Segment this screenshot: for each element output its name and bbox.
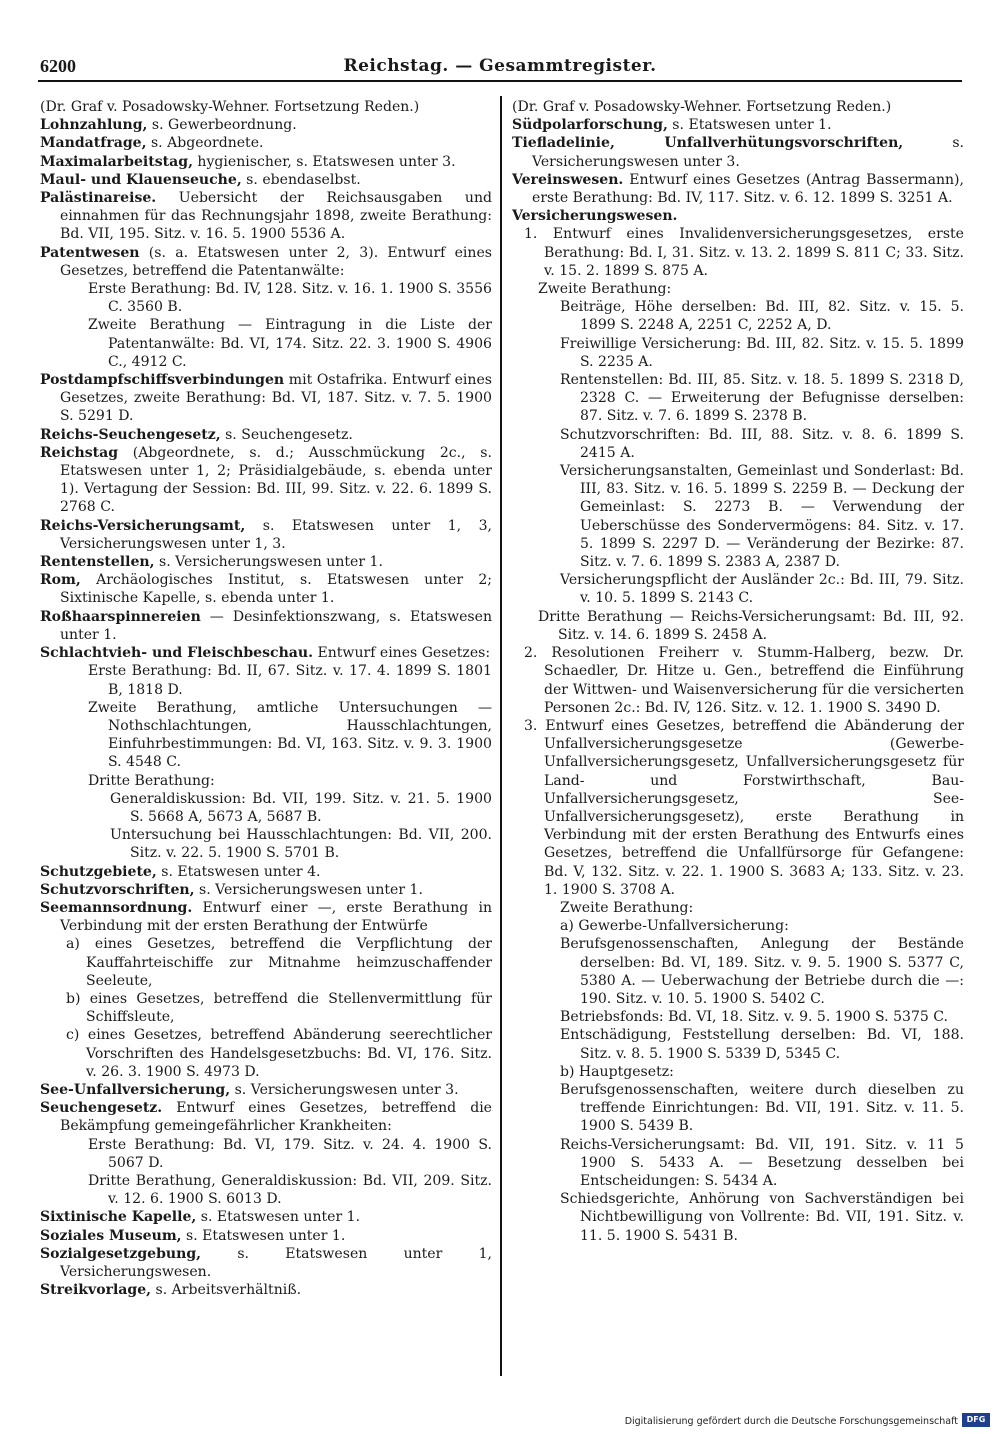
entry-text: s. Versicherungswesen unter 3. [532,135,964,170]
entry-text: Betriebsfonds: Bd. VI, 18. Sitz. v. 9. 5. 1900 S. 5375 C. [560,1009,948,1026]
entry-text: Berufsgenossenschaften, Anlegung der Bestände derselben: Bd. VI, 189. Sitz. v. 9. 5. 1900 S. 5377 C, 5380 A. — Ueberwachung der Betriebe durch die —: 190. Sitz. v. 10. 5. 1900 S. 5402 C. [560,936,964,1007]
entry-text: a) Gewerbe-Unfallversicherung: [560,918,789,935]
dfg-logo-icon: DFG [962,1413,990,1427]
entry-keyword: Rom, [40,572,81,589]
index-entry [40,280,492,316]
entry-keyword: Palästinareise. [40,190,157,207]
entry-text: s. Etatswesen unter 1, Versicherungswesen. [60,1245,492,1280]
index-entry [512,225,964,280]
entry-text: 1. Entwurf eines Invalidenversicherungsgesetzes, erste Berathung: Bd. I, 31. Sitz. v. 13. 2. 1899 S. 811 C; 33. Sitz. v. 15. 2. 1899 S. 875 A. [524,226,964,279]
entry-text: Entwurf einer —, erste Berathung in Verbindung mit der ersten Berathung der Entwürfe [60,899,492,935]
index-entry [40,644,492,662]
entry-text: Erste Berathung: Bd. II, 67. Sitz. v. 17. 4. 1899 S. 1801 B, 1818 D. [88,663,492,698]
entry-text: Dritte Berathung, Generaldiskussion: Bd. VII, 209. Sitz. v. 12. 6. 1900 S. 6013 D. [88,1172,492,1208]
entry-text: Freiwillige Versicherung: Bd. III, 82. Sitz. v. 15. 5. 1899 S. 2235 A. [560,335,964,370]
index-entry [512,335,964,371]
entry-text: Schiedsgerichte, Anhörung von Sachverständigen bei Nichtbewilligung von Vollrente: Bd. VII, 191. Sitz. v. 11. 5. 1900 S. 5431 B. [560,1191,964,1244]
entry-text: (Abgeordnete, s. d.; Ausschmückung 2c., s. Etatswesen unter 1, 2; Präsidialgebäude, s. ebenda unter 1). Vertagung der Session: Bd. III, 99. Sitz. v. 22. 6. 1899 S. 2768 C. [60,444,492,516]
entry-keyword: Maximalarbeitstag, [40,153,193,170]
entry-text: Uebersicht der Reichsausgaben und einnahmen für das Rechnungsjahr 1898, zweite Berathung: Bd. VII, 195. Sitz. v. 16. 5. 1900 5536 A. [60,190,492,243]
entry-text: s. Etatswesen unter 1. [181,1227,346,1244]
right-column [512,98,964,1245]
entry-keyword: Postdampfschiffsverbindungen [40,372,285,389]
index-entry [512,1008,964,1026]
entry-keyword: Mandatfrage, [40,135,147,152]
index-entry [40,371,492,426]
index-entry [512,1190,964,1245]
index-entry [40,899,492,935]
index-entry [40,662,492,698]
index-entry [512,134,964,170]
entry-text: Beiträge, Höhe derselben: Bd. III, 82. Sitz. v. 15. 5. 1899 S. 2248 A, 2251 C, 2252 A, D. [560,299,964,334]
index-entry [40,990,492,1026]
index-entry [40,1081,492,1099]
entry-text: Archäologisches Institut, s. Etatswesen unter 2; Sixtinische Kapelle, s. ebenda unter 1. [60,572,492,607]
entry-text: s. Abgeordnete. [146,135,264,152]
entry-text: s. Gewerbeordnung. [147,117,297,134]
entry-text: b) Hauptgesetz: [560,1063,674,1080]
entry-text: Dritte Berathung: [88,772,215,789]
index-entry [512,1136,964,1191]
entry-keyword: Vereinswesen. [512,171,624,188]
entry-text: Versicherungspflicht der Ausländer 2c.: Bd. III, 79. Sitz. v. 10. 5. 1899 S. 2143 C. [560,572,964,607]
entry-text: (Dr. Graf v. Posadowsky-Wehner. Fortsetzung Reden.) [512,99,892,115]
index-entry [40,553,492,571]
index-entry [40,171,492,189]
entry-text: Zweite Berathung: [560,899,694,916]
entry-text: — Desinfektionszwang, s. Etatswesen unter 1. [60,608,492,643]
footer-credit: Digitalisierung gefördert durch die Deutsche Forschungsgemeinschaft [624,1416,958,1427]
entry-text: Zweite Berathung: [538,281,672,298]
entry-text: s. Versicherungswesen unter 1. [154,554,383,571]
entry-text: (Dr. Graf v. Posadowsky-Wehner. Fortsetzung Reden.) [40,99,420,115]
entry-keyword: Reichstag [40,444,119,461]
entry-text: s. Arbeitsverhältniß. [151,1282,302,1299]
entry-text: 3. Entwurf eines Gesetzes, betreffend die Abänderung der Unfallversicherungsgesetze (Gewerbe-Unfallversicherungsgesetz, Unfallversicherungsgesetz für Land- und Forstwirthschaft, Bau-Unfallversicherungsgesetz, See-Unfallversicherungsgesetz), erste Berathung in Verbindung mit der ersten Berathung des Entwurfs eines Gesetzes, betreffend die Unfallfürsorge für Gefangene: Bd. V, 132. Sitz. v. 22. 1. 1900 S. 3683 A; 133. Sitz. v. 23. 1. 1900 S. 3708 A. [524,717,964,898]
entry-text: s. Etatswesen unter 1. [667,117,832,134]
index-entry [512,717,964,899]
entry-text: s. Seuchengesetz. [220,426,353,443]
index-entry [512,935,964,1008]
entry-text: s. ebendaselbst. [241,171,361,188]
entry-text: hygienischer, s. Etatswesen unter 3. [192,153,456,170]
entry-text: c) eines Gesetzes, betreffend Abänderung seerechtlicher Vorschriften des Handelsgesetzbuchs: Bd. VI, 176. Sitz. v. 26. 3. 1900 S. 4973 D. [66,1027,492,1080]
index-entry [512,1026,964,1062]
index-entry [512,1081,964,1136]
running-title: Reichstag. — Gesammtregister. [343,56,657,76]
index-entry [40,153,492,171]
index-entry [40,699,492,772]
entry-keyword: Schutzgebiete, [40,863,157,880]
entry-keyword: Versicherungswesen. [512,208,678,225]
entry-keyword: Schlachtvieh- und Fleischbeschau. [40,645,314,662]
index-entry [40,316,492,371]
entry-text: Generaldiskussion: Bd. VII, 199. Sitz. v. 21. 5. 1900 S. 5668 A, 5673 A, 5687 B. [110,790,492,825]
index-entry [512,116,964,134]
entry-text: Entwurf eines Gesetzes, betreffend die Bekämpfung gemeingefährlicher Krankheiten: [60,1100,492,1135]
entry-keyword: Soziales Museum, [40,1227,182,1244]
entry-text: 2. Resolutionen Freiherr v. Stumm-Halberg, bezw. Dr. Schaedler, Dr. Hitze u. Gen., betreffend die Einführung der Wittwen- und Waisenversicherung für die versicherten Personen 2c.: Bd. IV, 126. Sitz. v. 12. 1. 1900 S. 3490 D. [524,645,964,716]
index-entry [512,371,964,426]
index-entry [512,207,964,225]
entry-text: Dritte Berathung — Reichs-Versicherungsamt: Bd. III, 92. Sitz. v. 14. 6. 1899 S. 2458 A. [538,608,964,643]
entry-text: Untersuchung bei Hausschlachtungen: Bd. VII, 200. Sitz. v. 22. 5. 1900 S. 5701 B. [110,827,492,862]
entry-text: Zweite Berathung, amtliche Untersuchungen — Nothschlachtungen, Hausschlachtungen, Einfuhrbestimmungen: Bd. VI, 163. Sitz. v. 9. 3. 1900 S. 4548 C. [88,699,492,771]
index-entry [40,826,492,862]
entry-keyword: Patentwesen [40,244,140,261]
entry-text: b) eines Gesetzes, betreffend die Stellenvermittlung für Schiffsleute, [66,990,492,1026]
index-entry [40,772,492,790]
index-entry [40,1227,492,1245]
entry-text: Schutzvorschriften: Bd. III, 88. Sitz. v. 8. 6. 1899 S. 2415 A. [560,426,964,461]
entry-text: s. Versicherungswesen unter 1. [194,881,423,898]
entry-text: Zweite Berathung — Eintragung in die Liste der Patentanwälte: Bd. VI, 174. Sitz. 22. 3. 1900 S. 4906 C., 4912 C. [88,317,492,370]
index-entry [512,644,964,717]
entry-text: Erste Berathung: Bd. IV, 128. Sitz. v. 16. 1. 1900 S. 3556 C. 3560 B. [88,281,492,316]
entry-text: s. Etatswesen unter 1. [196,1209,361,1226]
entry-keyword: Seemannsordnung. [40,899,193,916]
entry-text: Erste Berathung: Bd. VI, 179. Sitz. v. 24. 4. 1900 S. 5067 D. [88,1136,492,1171]
entry-text: Entwurf eines Gesetzes (Antrag Bassermann), erste Berathung: Bd. IV, 117. Sitz. v. 6. 12. 1899 S. 3251 A. [532,171,964,207]
column-divider [500,96,502,1376]
index-entry [40,116,492,134]
index-entry [40,790,492,826]
index-entry [40,1099,492,1135]
index-entry [512,98,964,116]
index-entry [512,899,964,917]
entry-text: (s. a. Etatswesen unter 2, 3). Entwurf eines Gesetzes, betreffend die Patentanwälte: [60,244,492,279]
index-entry [40,444,492,517]
left-column [40,98,492,1299]
index-entry [512,280,964,298]
entry-text: s. Versicherungswesen unter 3. [230,1081,459,1098]
index-entry [512,171,964,207]
entry-text: a) eines Gesetzes, betreffend die Verpflichtung der Kauffahrteischiffe zur Mitnahme heimzuschaffender Seeleute, [66,936,492,989]
index-entry [40,1026,492,1081]
index-entry [40,189,492,244]
entry-text: Reichs-Versicherungsamt: Bd. VII, 191. Sitz. v. 11 5 1900 S. 5433 A. — Besetzung desselben bei Entscheidungen: S. 5434 A. [560,1136,964,1189]
index-entry [512,1063,964,1081]
index-entry [40,244,492,280]
index-entry [512,462,964,571]
entry-text: Versicherungsanstalten, Gemeinlast und Sonderlast: Bd. III, 83. Sitz. v. 16. 5. 1899 S. 2259 B. — Deckung der Gemeinlast: S. 2273 B. — Verwendung der Ueberschüsse des Sondervermögens: 84. Sitz. v. 17. 5. 1899 S. 2297 D. — Veränderung der Bezirke: 87. Sitz. v. 7. 6. 1899 S. 2383 A, 2387 D. [560,463,964,571]
index-entry [40,1245,492,1281]
entry-keyword: Lohnzahlung, [40,117,148,134]
entry-keyword: See-Unfallversicherung, [40,1081,231,1098]
index-entry [40,1136,492,1172]
entry-keyword: Streikvorlage, [40,1282,152,1299]
index-entry [40,935,492,990]
entry-keyword: Südpolarforschung, [512,117,668,134]
entry-keyword: Reichs-Versicherungsamt, [40,517,246,534]
entry-keyword: Roßhaarspinnereien [40,608,201,625]
index-entry [40,134,492,152]
entry-text: s. Etatswesen unter 1, 3, Versicherungswesen unter 1, 3. [60,517,492,552]
index-entry [512,298,964,334]
index-entry [40,1281,492,1299]
header-rule [38,80,962,82]
index-entry [40,1208,492,1226]
entry-keyword: Sozialgesetzgebung, [40,1245,202,1262]
index-entry [512,917,964,935]
entry-keyword: Tiefladelinie, Unfallverhütungsvorschriften, [512,135,904,152]
entry-keyword: Maul- und Klauenseuche, [40,171,242,188]
entry-keyword: Rentenstellen, [40,554,155,571]
page-number: 6200 [40,56,76,76]
entry-keyword: Reichs-Seuchengesetz, [40,426,221,443]
index-entry [512,571,964,607]
index-entry [40,863,492,881]
entry-text: Entwurf eines Gesetzes: [313,645,491,662]
index-entry [512,608,964,644]
entry-text: s. Etatswesen unter 4. [156,863,321,880]
entry-text: Berufsgenossenschaften, weitere durch dieselben zu treffende Einrichtungen: Bd. VII, 191. Sitz. v. 11. 5. 1900 S. 5439 B. [560,1081,964,1135]
entry-text: Entschädigung, Feststellung derselben: Bd. VI, 188. Sitz. v. 8. 5. 1900 S. 5339 D, 5345 C. [560,1027,964,1062]
entry-keyword: Seuchengesetz. [40,1100,163,1117]
index-entry [40,426,492,444]
entry-text: mit Ostafrika. Entwurf eines Gesetzes, zweite Berathung: Bd. VI, 187. Sitz. v. 7. 5. 1900 S. 5291 D. [60,372,492,425]
index-entry [40,517,492,553]
index-entry [40,881,492,899]
entry-keyword: Schutzvorschriften, [40,881,195,898]
entry-keyword: Sixtinische Kapelle, [40,1209,197,1226]
index-entry [40,571,492,607]
index-entry [40,608,492,644]
index-entry [40,1172,492,1208]
index-entry [512,426,964,462]
index-entry [40,98,492,116]
entry-text: Rentenstellen: Bd. III, 85. Sitz. v. 18. 5. 1899 S. 2318 D, 2328 C. — Erweiterung der Befugnisse derselben: 87. Sitz. v. 7. 6. 1899 S. 2378 B. [560,372,964,425]
